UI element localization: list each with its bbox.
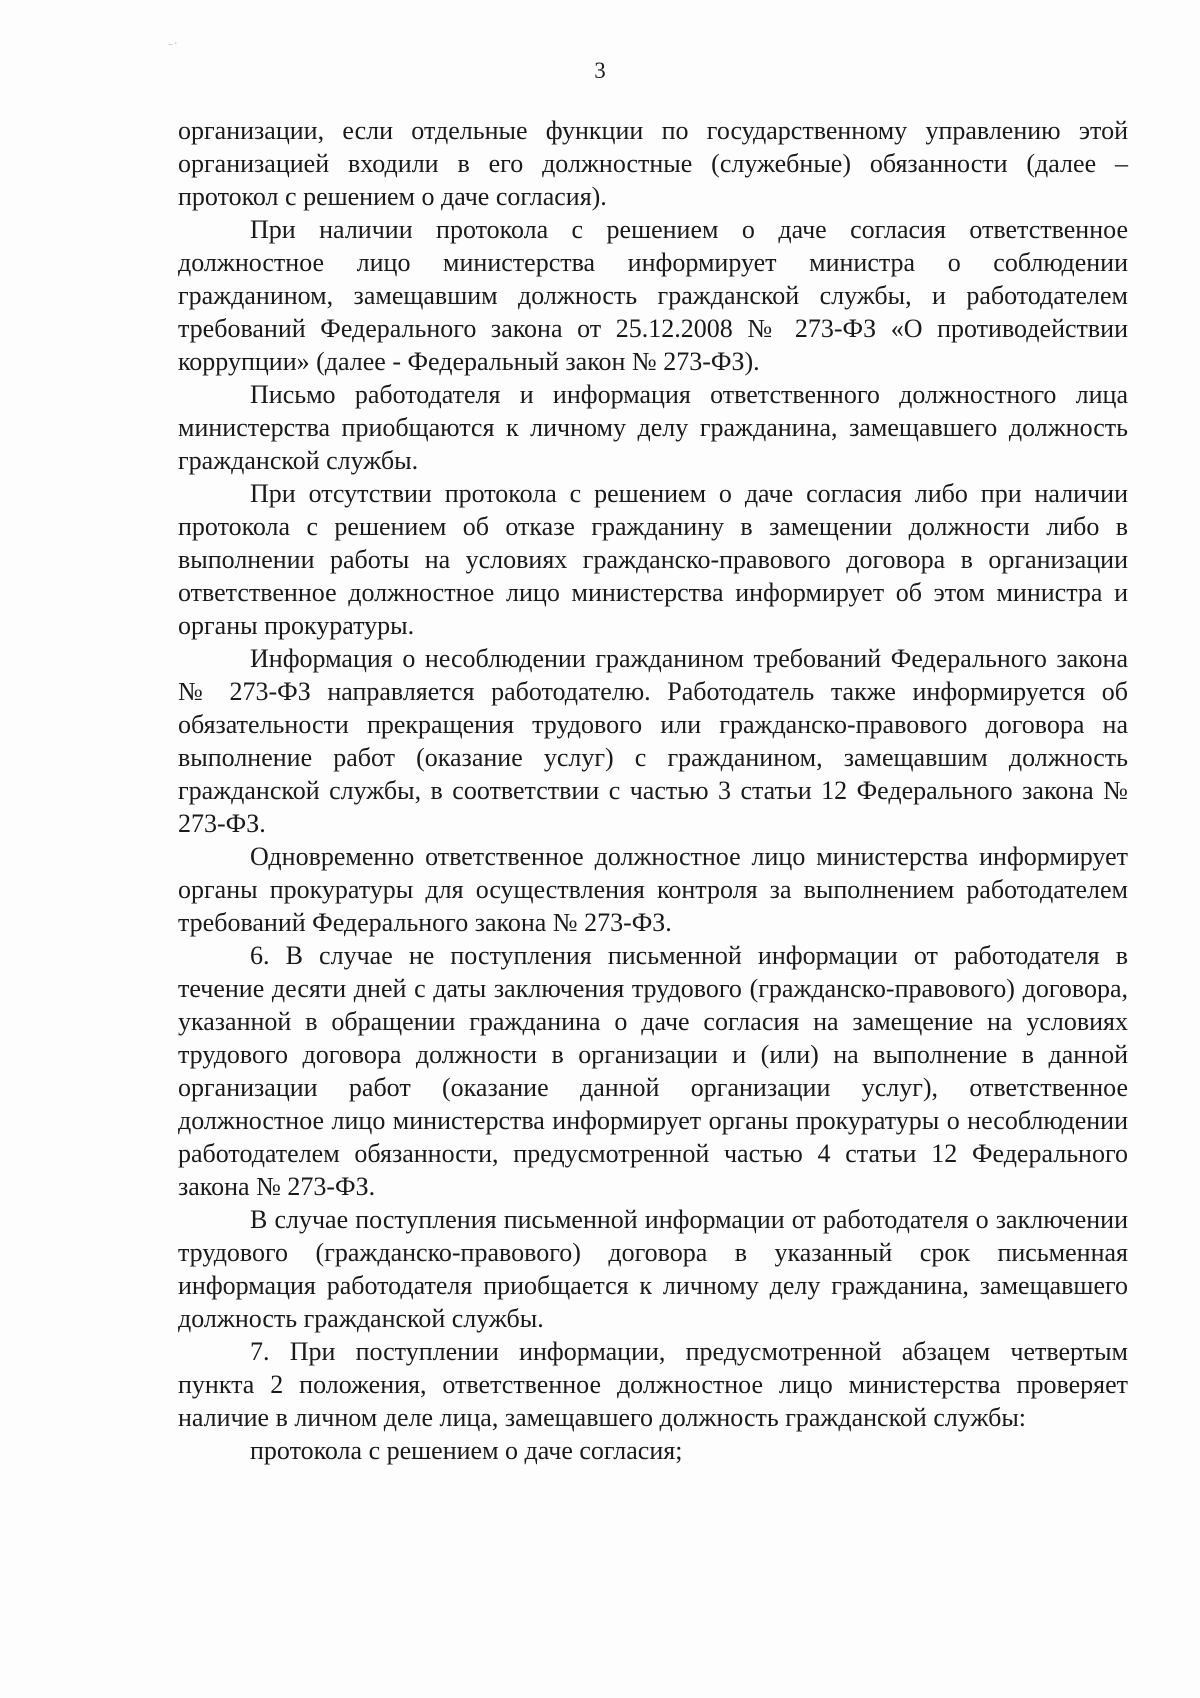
scan-artifact: ⁻˙ xyxy=(168,42,179,53)
paragraph-item-7: 7. При поступлении информации, предусмотренной абзацем четвертым пункта 2 положения, ответственное должностное лицо министерства проверяет наличие в личном деле лица, замещавшего должность гражданской службы: xyxy=(178,1337,1128,1432)
paragraph-continuation: организации, если отдельные функции по государственному управлению этой организацией входили в его должностные (служебные) обязанности (далее – протокол с решением о даче согласия). xyxy=(178,116,1128,211)
document-body xyxy=(178,114,1128,1467)
page-number: 3 xyxy=(594,58,606,83)
paragraph-list-item-protocol: протокола с решением о даче согласия; xyxy=(250,1436,683,1465)
paragraph-written-info-received: В случае поступления письменной информации от работодателя о заключении трудового (гражданско-правового) договора в указанный срок письменная информация работодателя приобщается к личному делу гражданина, замещавшего должность гражданской службы. xyxy=(178,1205,1128,1333)
paragraph-employer-letter: Письмо работодателя и информация ответственного должностного лица министерства приобщаются к личному делу гражданина, замещавшего должность гражданской службы. xyxy=(178,380,1128,475)
paragraph-noncompliance-info: Информация о несоблюдении гражданином требований Федерального закона № 273-ФЗ направляется работодателю. Работодатель также информируется об обязательности прекращения трудового или гражданско-правового договора на выполнение работ (оказание услуг) с гражданином, замещавшим должность гражданской службы, в соответствии с частью 3 статьи 12 Федерального закона № 273-ФЗ. xyxy=(178,644,1128,838)
paragraph-item-6: 6. В случае не поступления письменной информации от работодателя в течение десяти дней с даты заключения трудового (гражданско-правового) договора, указанной в обращении гражданина о даче согласия на замещение на условиях трудового договора должности в организации и (или) на выполнение в данной организации работ (оказание данной организации услуг), ответственное должностное лицо министерства информирует органы прокуратуры о несоблюдении работодателем обязанности, предусмотренной частью 4 статьи 12 Федерального закона № 273-ФЗ. xyxy=(178,941,1128,1201)
paragraph-absence-of-protocol: При отсутствии протокола с решением о даче согласия либо при наличии протокола с решением об отказе гражданину в замещении должности либо в выполнении работы на условиях гражданско-правового договора в организации ответственное должностное лицо министерства информирует об этом министра и органы прокуратуры. xyxy=(178,479,1128,640)
paragraph-protocol-consent: При наличии протокола с решением о даче согласия ответственное должностное лицо министерства информирует министра о соблюдении гражданином, замещавшим должность гражданской службы, и работодателем требований Федерального закона от 25.12.2008 № 273-ФЗ «О противодействии коррупции» (далее - Федеральный закон № 273-ФЗ). xyxy=(178,215,1128,376)
paragraph-simultaneously: Одновременно ответственное должностное лицо министерства информирует органы прокуратуры для осуществления контроля за выполнением работодателем требований Федерального закона № 273-ФЗ. xyxy=(178,842,1128,937)
